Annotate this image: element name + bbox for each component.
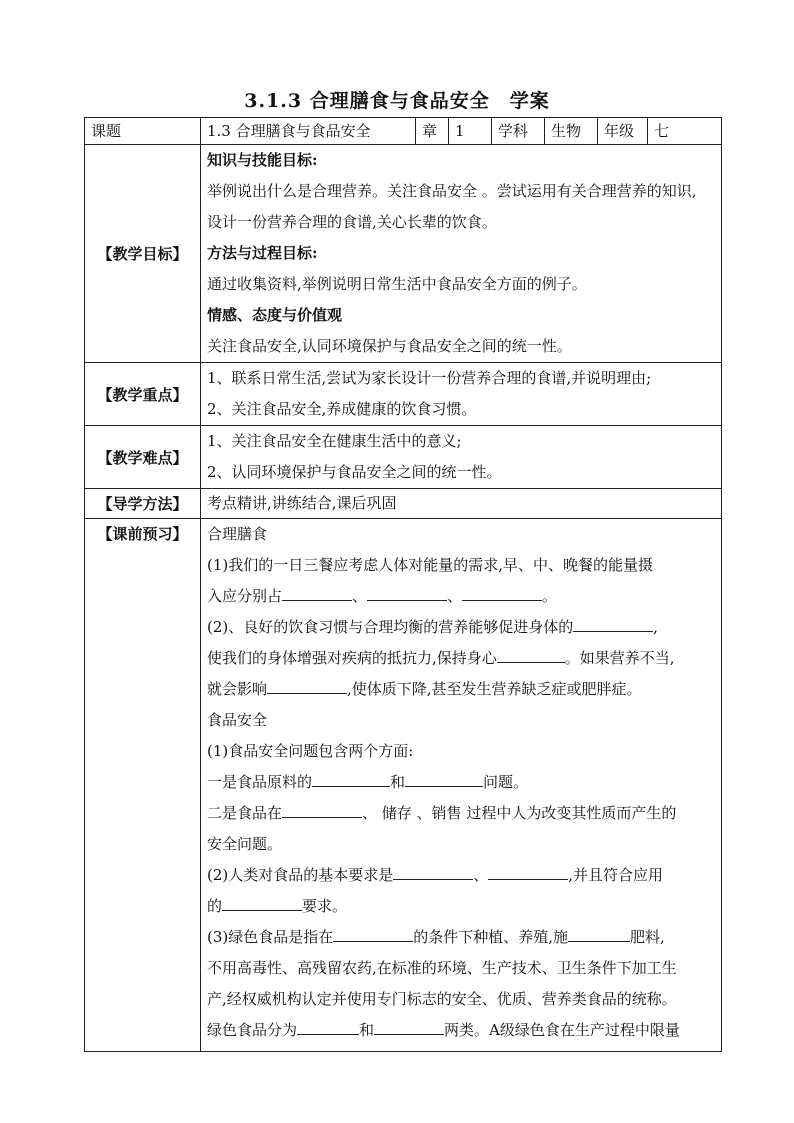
method-row xyxy=(85,489,722,519)
fill-blank[interactable] xyxy=(367,582,447,601)
difficult-point: 1、关注食品安全在健康生活中的意义; xyxy=(207,432,462,450)
question-text: (1)我们的一日三餐应考虑人体对能量的需求,早、中、晚餐的能量摄 xyxy=(207,556,654,574)
key-point: 2、关注食品安全,养成健康的饮食习惯。 xyxy=(207,400,477,418)
key-points-content xyxy=(201,363,722,426)
subject-value: 生物 xyxy=(545,118,598,145)
fill-blank[interactable] xyxy=(573,613,653,632)
difficult-points-label: 【教学难点】 xyxy=(85,426,201,489)
page-title: 3.1.3 合理膳食与食品安全 学案 xyxy=(244,90,550,112)
question-line: 的 要求。 xyxy=(207,891,715,922)
goal-heading-emotion: 情感、态度与价值观 xyxy=(207,306,343,324)
preview-row xyxy=(85,519,722,1052)
grade-label: 年级 xyxy=(598,118,648,145)
goals-content xyxy=(201,145,722,363)
chapter-value: 1 xyxy=(449,118,492,145)
fill-blank[interactable] xyxy=(488,861,568,880)
fill-blank[interactable] xyxy=(374,1016,444,1035)
goal-text: 设计一份营养合理的食谱,关心长辈的饮食。 xyxy=(207,213,497,231)
fill-blank[interactable] xyxy=(222,892,302,911)
question-text: 安全问题。 xyxy=(207,835,283,853)
key-points-label: 【教学重点】 xyxy=(85,363,201,426)
fill-blank[interactable] xyxy=(282,582,352,601)
chapter-label: 章 xyxy=(416,118,449,145)
question-line: 入应分别占 、 、 。 xyxy=(207,581,715,612)
method-content xyxy=(201,489,722,519)
question-line: 使我们的身体增强对疾病的抵抗力,保持身心 。如果营养不当, xyxy=(207,643,715,674)
key-point: 1、联系日常生活,尝试为家长设计一份营养合理的食谱,并说明理由; xyxy=(207,369,652,387)
question-line: 二是食品在 、 储存 、销售 过程中人为改变其性质而产生的 xyxy=(207,798,715,829)
goal-heading-knowledge: 知识与技能目标: xyxy=(207,151,318,169)
question-line: 绿色食品分为 和 两类。A级绿色食在生产过程中限量 xyxy=(207,1015,715,1046)
fill-blank[interactable] xyxy=(297,1016,359,1035)
question-text: 产,经权威机构认定并使用专门标志的安全、优质、营养类食品的统称。 xyxy=(207,990,677,1008)
fill-blank[interactable] xyxy=(405,768,483,787)
difficult-point: 2、认同环境保护与食品安全之间的统一性。 xyxy=(207,463,502,481)
question-line: 就会影响 ,使体质下降,甚至发生营养缺乏症或肥胖症。 xyxy=(207,674,715,705)
goal-text: 通过收集资料,举例说明日常生活中食品安全方面的例子。 xyxy=(207,275,587,293)
difficult-points-row xyxy=(85,426,722,489)
preview-label: 【课前预习】 xyxy=(85,519,201,1052)
fill-blank[interactable] xyxy=(393,861,473,880)
question-text: (1)食品安全问题包含两个方面: xyxy=(207,742,414,760)
fill-blank[interactable] xyxy=(282,799,362,818)
section-heading-diet: 合理膳食 xyxy=(207,525,268,543)
question-line: (2)、良好的饮食习惯与合理均衡的营养能够促进身体的 , xyxy=(207,612,715,643)
method-text: 考点精讲,讲练结合,课后巩固 xyxy=(207,494,397,512)
difficult-points-content xyxy=(201,426,722,489)
question-text: 不用高毒性、高残留农药,在标准的环境、生产技术、卫生条件下加工生 xyxy=(207,959,677,977)
goals-label: 【教学目标】 xyxy=(85,145,201,363)
goal-text: 关注食品安全,认同环境保护与食品安全之间的统一性。 xyxy=(207,337,572,355)
fill-blank[interactable] xyxy=(497,644,565,663)
goal-text: 举例说出什么是合理营养。关注食品安全 。尝试运用有关合理营养的知识, xyxy=(207,182,697,200)
question-line: (3)绿色食品是指在 的条件下种植、养殖,施 肥料, xyxy=(207,922,715,953)
fill-blank[interactable] xyxy=(462,582,542,601)
method-label: 【导学方法】 xyxy=(85,489,201,519)
subject-label: 学科 xyxy=(492,118,545,145)
lesson-value: 1.3 合理膳食与食品安全 xyxy=(201,118,416,145)
fill-blank[interactable] xyxy=(568,923,630,942)
key-points-row xyxy=(85,363,722,426)
lesson-plan-table xyxy=(84,117,722,1052)
preview-content xyxy=(201,519,722,1052)
goal-heading-method: 方法与过程目标: xyxy=(207,244,318,262)
lesson-label: 课题 xyxy=(85,118,201,145)
fill-blank[interactable] xyxy=(312,768,390,787)
section-heading-safety: 食品安全 xyxy=(207,711,268,729)
fill-blank[interactable] xyxy=(333,923,413,942)
question-line: 一是食品原料的 和 问题。 xyxy=(207,767,715,798)
fill-blank[interactable] xyxy=(267,675,347,694)
question-line: (2)人类对食品的基本要求是 、 ,并且符合应用 xyxy=(207,860,715,891)
grade-value: 七 xyxy=(648,118,722,145)
header-row xyxy=(85,118,722,145)
goals-row xyxy=(85,145,722,363)
